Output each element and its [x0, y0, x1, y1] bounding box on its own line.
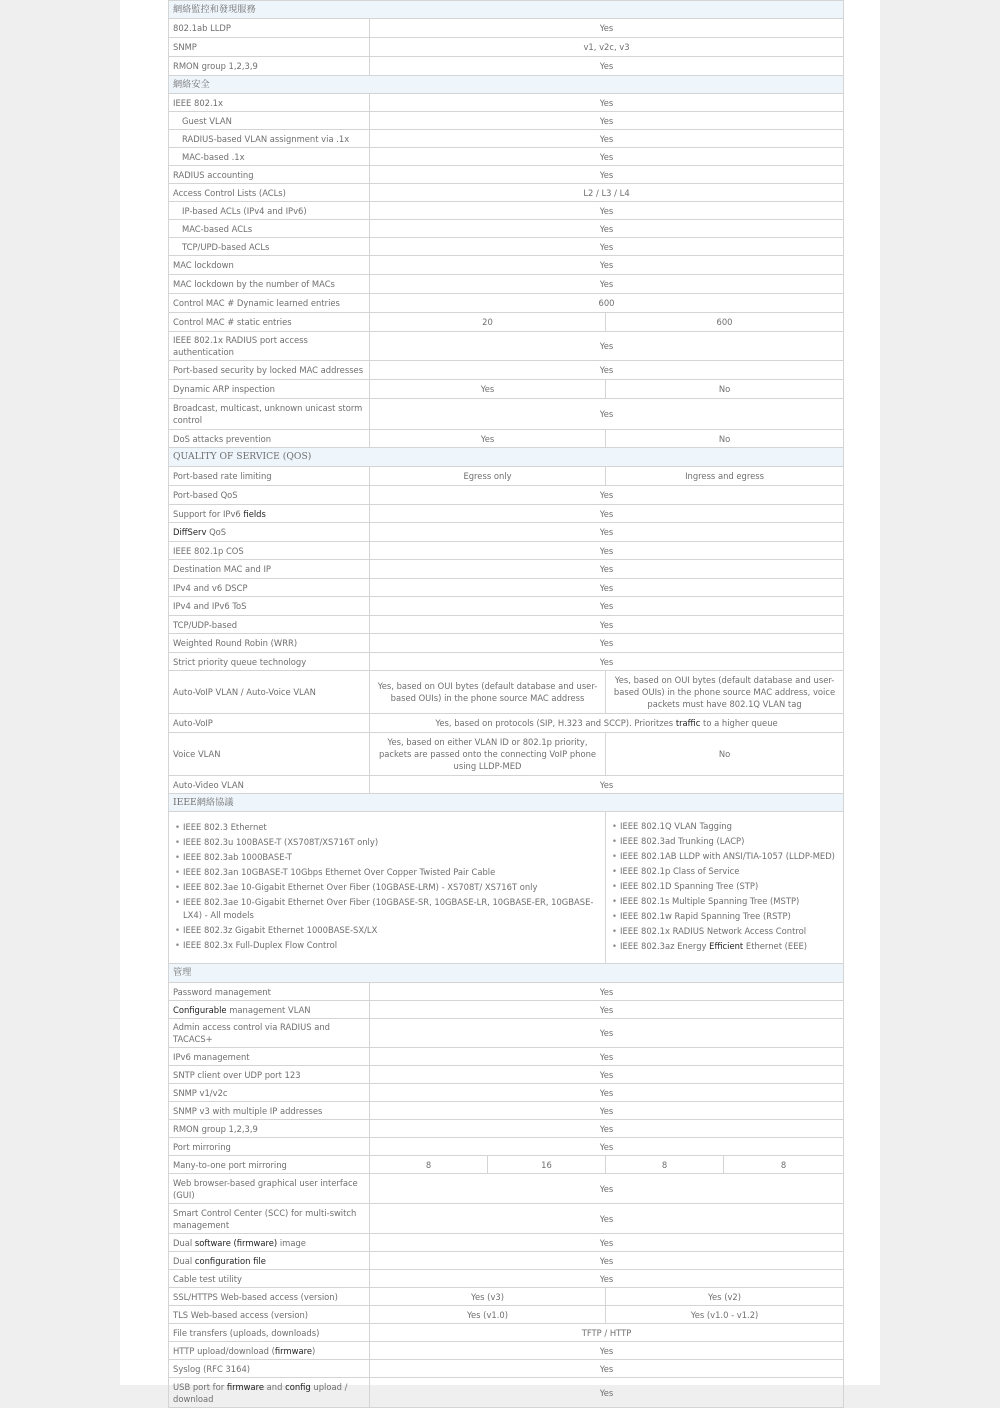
row-label [169, 1378, 370, 1408]
table-row [169, 1084, 844, 1102]
row-label-highlight: firmware [274, 1345, 312, 1356]
section-header-standards [169, 794, 844, 812]
row-label: Control MAC # static entries [169, 313, 370, 332]
section-title: QUALITY OF SERVICE (QOS) [169, 448, 844, 467]
table-row [169, 1156, 844, 1174]
table-row [169, 634, 844, 653]
list-item-highlight: Efficient [709, 941, 744, 952]
row-label: MAC lockdown [169, 256, 370, 275]
row-value: Yes [370, 505, 844, 523]
table-row [169, 1204, 844, 1234]
section-title: IEEE網絡協議 [169, 794, 844, 812]
table-row [169, 1120, 844, 1138]
row-label-part: image [277, 1237, 306, 1248]
row-value: Yes [370, 112, 844, 130]
row-label: TCP/UPD-based ACLs [169, 238, 370, 256]
row-value-b: 600 [606, 313, 844, 332]
row-value: Yes [370, 597, 844, 616]
row-label-part: and [264, 1381, 286, 1392]
list-item: • IEEE 802.3ab 1000BASE-T [173, 851, 601, 864]
row-value-b: No [606, 733, 844, 776]
row-value: Yes [370, 1270, 844, 1288]
row-value: 8 [606, 1156, 724, 1174]
row-label-part: upload / download [173, 1381, 348, 1404]
table-row [169, 38, 844, 57]
table-row [169, 486, 844, 505]
row-label: RADIUS-based VLAN assignment via .1x [169, 130, 370, 148]
row-value: Yes [370, 1102, 844, 1120]
row-value: v1, v2c, v3 [370, 38, 844, 57]
table-row [169, 714, 844, 733]
row-value: Yes [370, 653, 844, 671]
row-label [169, 1342, 370, 1360]
row-label: MAC-based .1x [169, 148, 370, 166]
table-row [169, 1252, 844, 1270]
row-value-b: Ingress and egress [606, 467, 844, 486]
list-item-part: Ethernet (EEE) [743, 941, 808, 952]
row-value: Yes [370, 220, 844, 238]
row-value: Yes [370, 1048, 844, 1066]
standards-left [169, 812, 606, 964]
table-row [169, 616, 844, 634]
row-label [169, 1252, 370, 1270]
table-row [169, 130, 844, 148]
table-row [169, 220, 844, 238]
table-row [169, 523, 844, 542]
row-value: Yes [370, 983, 844, 1001]
row-value-part: to a higher queue [700, 718, 778, 728]
list-item: • IEEE 802.3x Full-Duplex Flow Control [173, 939, 601, 952]
row-label: Destination MAC and IP [169, 560, 370, 579]
table-row [169, 1378, 844, 1408]
table-row [169, 653, 844, 671]
row-label: Auto-VoIP VLAN / Auto-Voice VLAN [169, 671, 370, 714]
section-header-management [169, 964, 844, 983]
row-label: DoS attacks prevention [169, 430, 370, 448]
row-value: Yes [370, 523, 844, 542]
row-label: Admin access control via RADIUS and TACACS+ [169, 1019, 370, 1048]
table-row [169, 733, 844, 776]
table-row [169, 1138, 844, 1156]
list-item: • IEEE 802.3ad Trunking (LACP) [610, 835, 839, 848]
section-title: 網絡安全 [169, 76, 844, 94]
row-value: 8 [724, 1156, 844, 1174]
table-row [169, 184, 844, 202]
row-label: IPv4 and IPv6 ToS [169, 597, 370, 616]
list-item: • IEEE 802.1x RADIUS Network Access Control [610, 925, 839, 938]
table-row [169, 467, 844, 486]
row-label: SNMP v1/v2c [169, 1084, 370, 1102]
row-label: Dynamic ARP inspection [169, 380, 370, 399]
spec-table [168, 0, 844, 1408]
row-value: Yes [370, 1138, 844, 1156]
row-label: RMON group 1,2,3,9 [169, 57, 370, 76]
row-label: IPv6 management [169, 1048, 370, 1066]
row-value: Yes [370, 57, 844, 76]
row-value-a: Egress only [370, 467, 606, 486]
table-row [169, 380, 844, 399]
row-label-part: QoS [206, 527, 227, 537]
standards-right [606, 812, 844, 964]
table-row [169, 332, 844, 361]
list-item: • IEEE 802.3 Ethernet [173, 821, 601, 834]
row-label: Port-based security by locked MAC addresses [169, 361, 370, 380]
row-label [169, 523, 370, 542]
table-row [169, 983, 844, 1001]
row-label: IPv4 and v6 DSCP [169, 579, 370, 597]
row-value: Yes [370, 256, 844, 275]
row-label: SNTP client over UDP port 123 [169, 1066, 370, 1084]
row-value [370, 714, 844, 733]
table-row [169, 399, 844, 430]
row-label: Broadcast, multicast, unknown unicast storm control [169, 399, 370, 430]
row-label: Auto-VoIP [169, 714, 370, 733]
row-label: Web browser-based graphical user interface (GUI) [169, 1174, 370, 1204]
table-row [169, 1048, 844, 1066]
standards-list-left [173, 821, 601, 952]
table-row [169, 1270, 844, 1288]
table-row [169, 313, 844, 332]
row-label-highlight: Configurable [173, 1004, 227, 1015]
table-row [169, 294, 844, 313]
row-label: Port mirroring [169, 1138, 370, 1156]
table-row [169, 597, 844, 616]
table-row [169, 275, 844, 294]
row-value: Yes [370, 579, 844, 597]
row-value: TFTP / HTTP [370, 1324, 844, 1342]
table-row [169, 542, 844, 560]
row-value-a: Yes, based on either VLAN ID or 802.1p priority, packets are passed onto the connecting VoIP phone using LLDP-MED [370, 733, 606, 776]
table-row [169, 579, 844, 597]
table-row [169, 1066, 844, 1084]
row-value: Yes [370, 634, 844, 653]
row-value: Yes [370, 560, 844, 579]
row-value: 16 [488, 1156, 606, 1174]
row-value: Yes [370, 1360, 844, 1378]
list-item: • IEEE 802.3ae 10-Gigabit Ethernet Over Fiber (10GBASE-SR, 10GBASE-LR, 10GBASE-ER, 10GBASE-LX4) - All models [173, 896, 601, 921]
row-label-highlight: fields [243, 508, 266, 519]
table-row [169, 430, 844, 448]
table-row [169, 57, 844, 76]
row-label: IEEE 802.1p COS [169, 542, 370, 560]
row-label: RMON group 1,2,3,9 [169, 1120, 370, 1138]
row-label-highlight: firmware [226, 1381, 264, 1392]
table-row [169, 166, 844, 184]
row-label: Guest VLAN [169, 112, 370, 130]
row-value: Yes [370, 399, 844, 430]
row-value-a: Yes (v3) [370, 1288, 606, 1306]
row-label: Password management [169, 983, 370, 1001]
list-item: • IEEE 802.3an 10GBASE-T 10Gbps Ethernet Over Copper Twisted Pair Cable [173, 866, 601, 879]
table-row [169, 19, 844, 38]
table-row [169, 560, 844, 579]
row-value-b: No [606, 380, 844, 399]
table-row [169, 256, 844, 275]
table-row [169, 505, 844, 523]
table-row [169, 1234, 844, 1252]
row-value: Yes [370, 1378, 844, 1408]
row-value-b: No [606, 430, 844, 448]
row-label: Voice VLAN [169, 733, 370, 776]
row-value: Yes [370, 486, 844, 505]
row-value-b: Yes, based on OUI bytes (default database and user-based OUIs) in the phone source MAC address, voice packets must have 802.1Q VLAN tag [606, 671, 844, 714]
row-value-b: Yes (v1.0 - v1.2) [606, 1306, 844, 1324]
row-value: Yes [370, 1204, 844, 1234]
standards-row [169, 812, 844, 964]
table-row [169, 148, 844, 166]
list-item: • IEEE 802.1s Multiple Spanning Tree (MSTP) [610, 895, 839, 908]
row-label: File transfers (uploads, downloads) [169, 1324, 370, 1342]
row-label-part: USB port for [173, 1381, 227, 1392]
row-label [169, 505, 370, 523]
list-item: • IEEE 802.1D Spanning Tree (STP) [610, 880, 839, 893]
row-label-highlight: configuration file [194, 1255, 266, 1266]
section-header-qos [169, 448, 844, 467]
table-row [169, 776, 844, 794]
table-row [169, 671, 844, 714]
row-label-highlight: DiffServ [173, 527, 207, 537]
row-value: L2 / L3 / L4 [370, 184, 844, 202]
row-label: 802.1ab LLDP [169, 19, 370, 38]
table-row [169, 1306, 844, 1324]
list-item: • IEEE 802.3u 100BASE-T (XS708T/XS716T only) [173, 836, 601, 849]
row-label: Strict priority queue technology [169, 653, 370, 671]
row-label-part: Dual [173, 1237, 195, 1248]
section-title: 管理 [169, 964, 844, 983]
row-label: Smart Control Center (SCC) for multi-switch management [169, 1204, 370, 1234]
row-value: 8 [370, 1156, 488, 1174]
spec-page [120, 0, 880, 1404]
row-value: Yes [370, 361, 844, 380]
row-label: TCP/UDP-based [169, 616, 370, 634]
list-item: • IEEE 802.1w Rapid Spanning Tree (RSTP) [610, 910, 839, 923]
row-value-a: Yes, based on OUI bytes (default database and user-based OUIs) in the phone source MAC address [370, 671, 606, 714]
row-label: SNMP [169, 38, 370, 57]
list-item: • IEEE 802.1p Class of Service [610, 865, 839, 878]
row-value: Yes [370, 1342, 844, 1360]
list-item: • IEEE 802.1AB LLDP with ANSI/TIA-1057 (LLDP-MED) [610, 850, 839, 863]
row-label: MAC lockdown by the number of MACs [169, 275, 370, 294]
row-value-part: Yes, based on protocols (SIP, H.323 and SCCP). Prioritzes [435, 718, 676, 728]
section-header-security [169, 76, 844, 94]
list-item: • IEEE 802.1Q VLAN Tagging [610, 820, 839, 833]
row-value: Yes [370, 130, 844, 148]
row-label: Port-based QoS [169, 486, 370, 505]
standards-list-right [610, 820, 839, 953]
row-value: Yes [370, 1066, 844, 1084]
list-item: • IEEE 802.3ae 10-Gigabit Ethernet Over Fiber (10GBASE-LRM) - XS708T/ XS716T only [173, 881, 601, 894]
table-row [169, 361, 844, 380]
row-value-a: Yes (v1.0) [370, 1306, 606, 1324]
row-label: RADIUS accounting [169, 166, 370, 184]
row-label: Port-based rate limiting [169, 467, 370, 486]
table-row [169, 94, 844, 112]
row-value-b: Yes (v2) [606, 1288, 844, 1306]
row-value: Yes [370, 776, 844, 794]
row-label: SSL/HTTPS Web-based access (version) [169, 1288, 370, 1306]
row-label: Control MAC # Dynamic learned entries [169, 294, 370, 313]
row-label: Auto-Video VLAN [169, 776, 370, 794]
row-label-part: management VLAN [226, 1004, 311, 1015]
row-value: Yes [370, 1174, 844, 1204]
table-row [169, 238, 844, 256]
row-value: Yes [370, 1001, 844, 1019]
row-value: Yes [370, 1019, 844, 1048]
table-row [169, 1001, 844, 1019]
row-label-part: Dual [173, 1255, 195, 1266]
row-value: Yes [370, 202, 844, 220]
row-label-part: Support for IPv6 [173, 508, 244, 519]
row-label: SNMP v3 with multiple IP addresses [169, 1102, 370, 1120]
row-value: Yes [370, 94, 844, 112]
row-label [169, 1234, 370, 1252]
list-item-part: IEEE 802.3az Energy [620, 941, 710, 952]
row-label: IEEE 802.1x [169, 94, 370, 112]
row-value: Yes [370, 1234, 844, 1252]
row-label: IP-based ACLs (IPv4 and IPv6) [169, 202, 370, 220]
row-value-a: 20 [370, 313, 606, 332]
list-item: • IEEE 802.3z Gigabit Ethernet 1000BASE-SX/LX [173, 924, 601, 937]
row-value: Yes [370, 1120, 844, 1138]
row-label-part: HTTP upload/download ( [173, 1345, 275, 1356]
row-value-a: Yes [370, 430, 606, 448]
list-item [610, 940, 839, 953]
table-row [169, 112, 844, 130]
table-row [169, 1342, 844, 1360]
row-label: MAC-based ACLs [169, 220, 370, 238]
row-label: Access Control Lists (ACLs) [169, 184, 370, 202]
row-value: Yes [370, 275, 844, 294]
row-value: Yes [370, 542, 844, 560]
row-label: Weighted Round Robin (WRR) [169, 634, 370, 653]
row-label: TLS Web-based access (version) [169, 1306, 370, 1324]
table-row [169, 1102, 844, 1120]
row-value-a: Yes [370, 380, 606, 399]
row-label [169, 1001, 370, 1019]
row-value: Yes [370, 148, 844, 166]
table-row [169, 1288, 844, 1306]
table-row [169, 1360, 844, 1378]
row-value-highlight: traffic [675, 718, 701, 728]
row-value: Yes [370, 332, 844, 361]
row-value: Yes [370, 616, 844, 634]
row-label-highlight: config [285, 1381, 311, 1392]
table-row [169, 1019, 844, 1048]
table-row [169, 1174, 844, 1204]
row-label: Cable test utility [169, 1270, 370, 1288]
table-row [169, 1324, 844, 1342]
row-value: Yes [370, 166, 844, 184]
table-row [169, 202, 844, 220]
row-value: Yes [370, 19, 844, 38]
row-label: Many-to-one port mirroring [169, 1156, 370, 1174]
row-value: Yes [370, 238, 844, 256]
section-header-monitoring [169, 1, 844, 19]
row-label-highlight: software (firmware) [194, 1237, 278, 1248]
row-label-part: ) [312, 1345, 316, 1356]
row-label: IEEE 802.1x RADIUS port access authentication [169, 332, 370, 361]
row-value: 600 [370, 294, 844, 313]
row-value: Yes [370, 1084, 844, 1102]
row-value: Yes [370, 1252, 844, 1270]
row-label: Syslog (RFC 3164) [169, 1360, 370, 1378]
section-title: 網絡監控和發現服務 [169, 1, 844, 19]
